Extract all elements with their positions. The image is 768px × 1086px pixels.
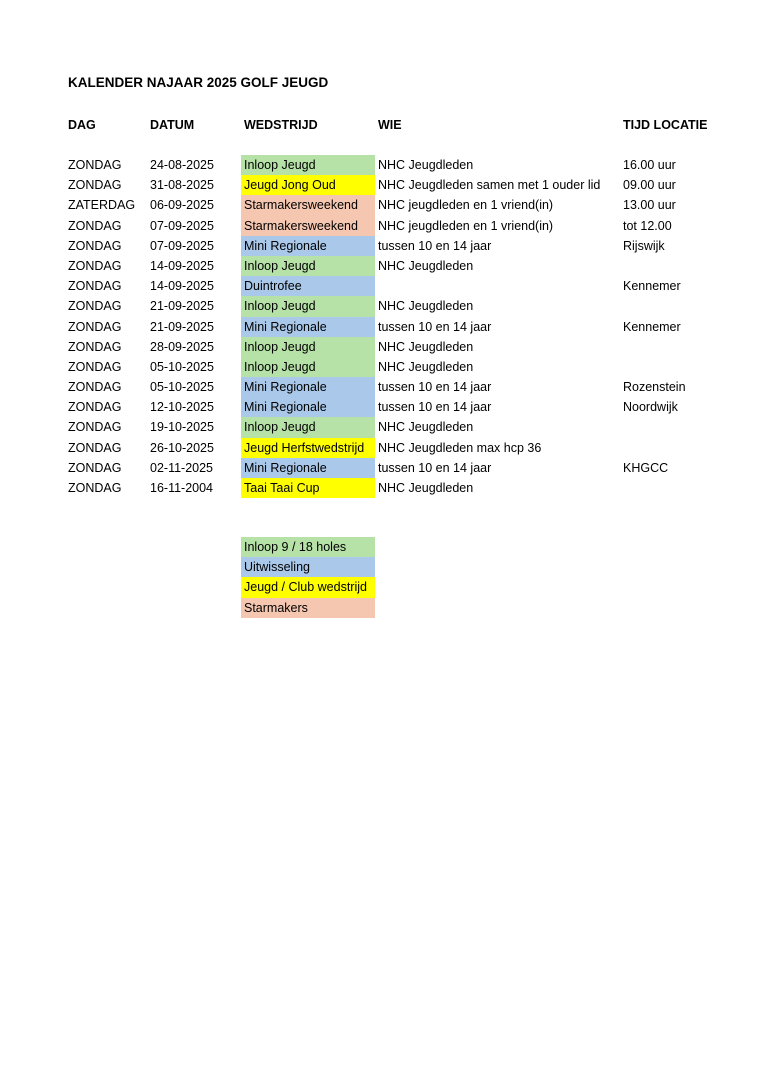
cell-datum: 14-09-2025: [150, 279, 214, 294]
cell-tijd-locatie: KHGCC: [623, 460, 669, 475]
cell-datum: 07-09-2025: [150, 238, 214, 253]
table-row: [0, 155, 768, 175]
cell-dag: ZONDAG: [68, 258, 122, 273]
cell-wedstrijd: Jeugd Herfstwedstrijd: [241, 438, 375, 458]
cell-tijd-locatie: [623, 256, 733, 276]
cell-datum: 07-09-2025: [150, 218, 214, 233]
cell-tijd-locatie: Rozenstein: [623, 380, 686, 395]
cell-wie: NHC Jeugdleden samen met 1 ouder lid: [378, 178, 601, 193]
cell-tijd-locatie: Kennemer: [623, 279, 681, 294]
table-row: [0, 256, 768, 276]
cell-wie: NHC Jeugdleden: [378, 158, 474, 172]
calendar-table: [0, 155, 768, 498]
cell-dag: ZONDAG: [68, 279, 122, 294]
cell-wedstrijd: Taai Taai Cup: [241, 478, 375, 498]
cell-dag: ZONDAG: [68, 319, 122, 334]
cell-datum: 16-11-2004: [150, 481, 214, 495]
table-row: [0, 417, 768, 437]
cell-wie: [378, 276, 620, 296]
table-row: [0, 317, 768, 337]
cell-wie: NHC Jeugdleden: [378, 299, 474, 314]
cell-tijd-locatie: Rijswijk: [623, 238, 665, 253]
cell-wedstrijd: Inloop Jeugd: [241, 337, 375, 357]
cell-dag: ZONDAG: [68, 460, 122, 475]
cell-datum: 05-10-2025: [150, 359, 214, 374]
table-row: [0, 296, 768, 316]
cell-tijd-locatie: [623, 357, 733, 377]
cell-datum: 12-10-2025: [150, 400, 214, 415]
table-row: [0, 195, 768, 215]
cell-tijd-locatie: 09.00 uur: [623, 178, 676, 193]
cell-dag: ZONDAG: [68, 158, 122, 172]
cell-dag: ZONDAG: [68, 440, 122, 455]
cell-dag: ZONDAG: [68, 339, 122, 354]
cell-dag: ZONDAG: [68, 238, 122, 253]
table-row: [0, 357, 768, 377]
cell-tijd-locatie: 13.00 uur: [623, 198, 676, 213]
cell-wie: tussen 10 en 14 jaar: [378, 380, 492, 395]
cell-wie: NHC Jeugdleden max hcp 36: [378, 440, 542, 455]
table-row: [0, 337, 768, 357]
cell-datum: 14-09-2025: [150, 258, 214, 273]
cell-wedstrijd: Starmakersweekend: [241, 216, 375, 236]
cell-wedstrijd: Duintrofee: [241, 276, 375, 296]
cell-wedstrijd: Mini Regionale: [241, 377, 375, 397]
cell-wedstrijd: Jeugd Jong Oud: [241, 175, 375, 195]
cell-dag: ZATERDAG: [68, 198, 136, 213]
cell-tijd-locatie: [623, 478, 733, 498]
cell-wedstrijd: Mini Regionale: [241, 458, 375, 478]
cell-tijd-locatie: tot 12.00: [623, 218, 672, 233]
cell-wie: tussen 10 en 14 jaar: [378, 460, 492, 475]
cell-wie: NHC Jeugdleden: [378, 359, 474, 374]
table-row: [0, 397, 768, 417]
cell-dag: ZONDAG: [68, 218, 122, 233]
cell-wie: NHC Jeugdleden: [378, 420, 474, 435]
cell-tijd-locatie: [623, 438, 733, 458]
cell-datum: 19-10-2025: [150, 420, 214, 435]
cell-wie: NHC Jeugdleden: [378, 481, 474, 495]
header-tijd-locatie: TIJD LOCATIE: [623, 118, 708, 132]
document-title: KALENDER NAJAAR 2025 GOLF JEUGD: [68, 75, 329, 90]
cell-wedstrijd: Inloop Jeugd: [241, 296, 375, 316]
cell-wedstrijd: Mini Regionale: [241, 397, 375, 417]
legend-item: Jeugd / Club wedstrijd: [241, 577, 375, 597]
cell-wie: NHC jeugdleden en 1 vriend(in): [378, 218, 554, 233]
legend-item: Inloop 9 / 18 holes: [241, 537, 375, 557]
cell-tijd-locatie: Kennemer: [623, 319, 681, 334]
cell-wie: NHC Jeugdleden: [378, 258, 474, 273]
header-dag: DAG: [68, 118, 96, 132]
table-row: [0, 377, 768, 397]
cell-dag: ZONDAG: [68, 400, 122, 415]
cell-datum: 21-09-2025: [150, 299, 214, 314]
header-datum: DATUM: [150, 118, 195, 132]
cell-tijd-locatie: 16.00 uur: [623, 158, 676, 172]
cell-tijd-locatie: [623, 296, 733, 316]
cell-wie: NHC Jeugdleden: [378, 339, 474, 354]
cell-datum: 28-09-2025: [150, 339, 214, 354]
cell-tijd-locatie: [623, 417, 733, 437]
legend-item: Uitwisseling: [241, 557, 375, 577]
cell-datum: 05-10-2025: [150, 380, 214, 395]
cell-wedstrijd: Inloop Jeugd: [241, 417, 375, 437]
cell-wie: tussen 10 en 14 jaar: [378, 400, 492, 415]
cell-datum: 02-11-2025: [150, 460, 214, 475]
cell-datum: 21-09-2025: [150, 319, 214, 334]
cell-wie: tussen 10 en 14 jaar: [378, 319, 492, 334]
cell-tijd-locatie: Noordwijk: [623, 400, 678, 415]
table-row: [0, 236, 768, 256]
color-legend: [241, 537, 375, 618]
header-wie: WIE: [378, 118, 402, 132]
header-wedstrijd: WEDSTRIJD: [244, 118, 318, 132]
cell-wedstrijd: Mini Regionale: [241, 317, 375, 337]
table-row: [0, 478, 768, 498]
cell-wedstrijd: Inloop Jeugd: [241, 155, 375, 175]
cell-datum: 31-08-2025: [150, 178, 214, 193]
cell-wie: NHC jeugdleden en 1 vriend(in): [378, 198, 554, 213]
cell-datum: 06-09-2025: [150, 198, 214, 213]
cell-wedstrijd: Inloop Jeugd: [241, 256, 375, 276]
cell-wedstrijd: Mini Regionale: [241, 236, 375, 256]
cell-dag: ZONDAG: [68, 481, 122, 495]
cell-wie: tussen 10 en 14 jaar: [378, 238, 492, 253]
cell-dag: ZONDAG: [68, 380, 122, 395]
cell-wedstrijd: Starmakersweekend: [241, 195, 375, 215]
cell-wedstrijd: Inloop Jeugd: [241, 357, 375, 377]
cell-dag: ZONDAG: [68, 359, 122, 374]
cell-dag: ZONDAG: [68, 178, 122, 193]
table-row: [0, 216, 768, 236]
cell-datum: 24-08-2025: [150, 158, 214, 172]
cell-datum: 26-10-2025: [150, 440, 214, 455]
cell-tijd-locatie: [623, 337, 733, 357]
table-row: [0, 175, 768, 195]
cell-dag: ZONDAG: [68, 420, 122, 435]
legend-item: Starmakers: [241, 598, 375, 618]
table-row: [0, 438, 768, 458]
table-row: [0, 276, 768, 296]
cell-dag: ZONDAG: [68, 299, 122, 314]
table-row: [0, 458, 768, 478]
